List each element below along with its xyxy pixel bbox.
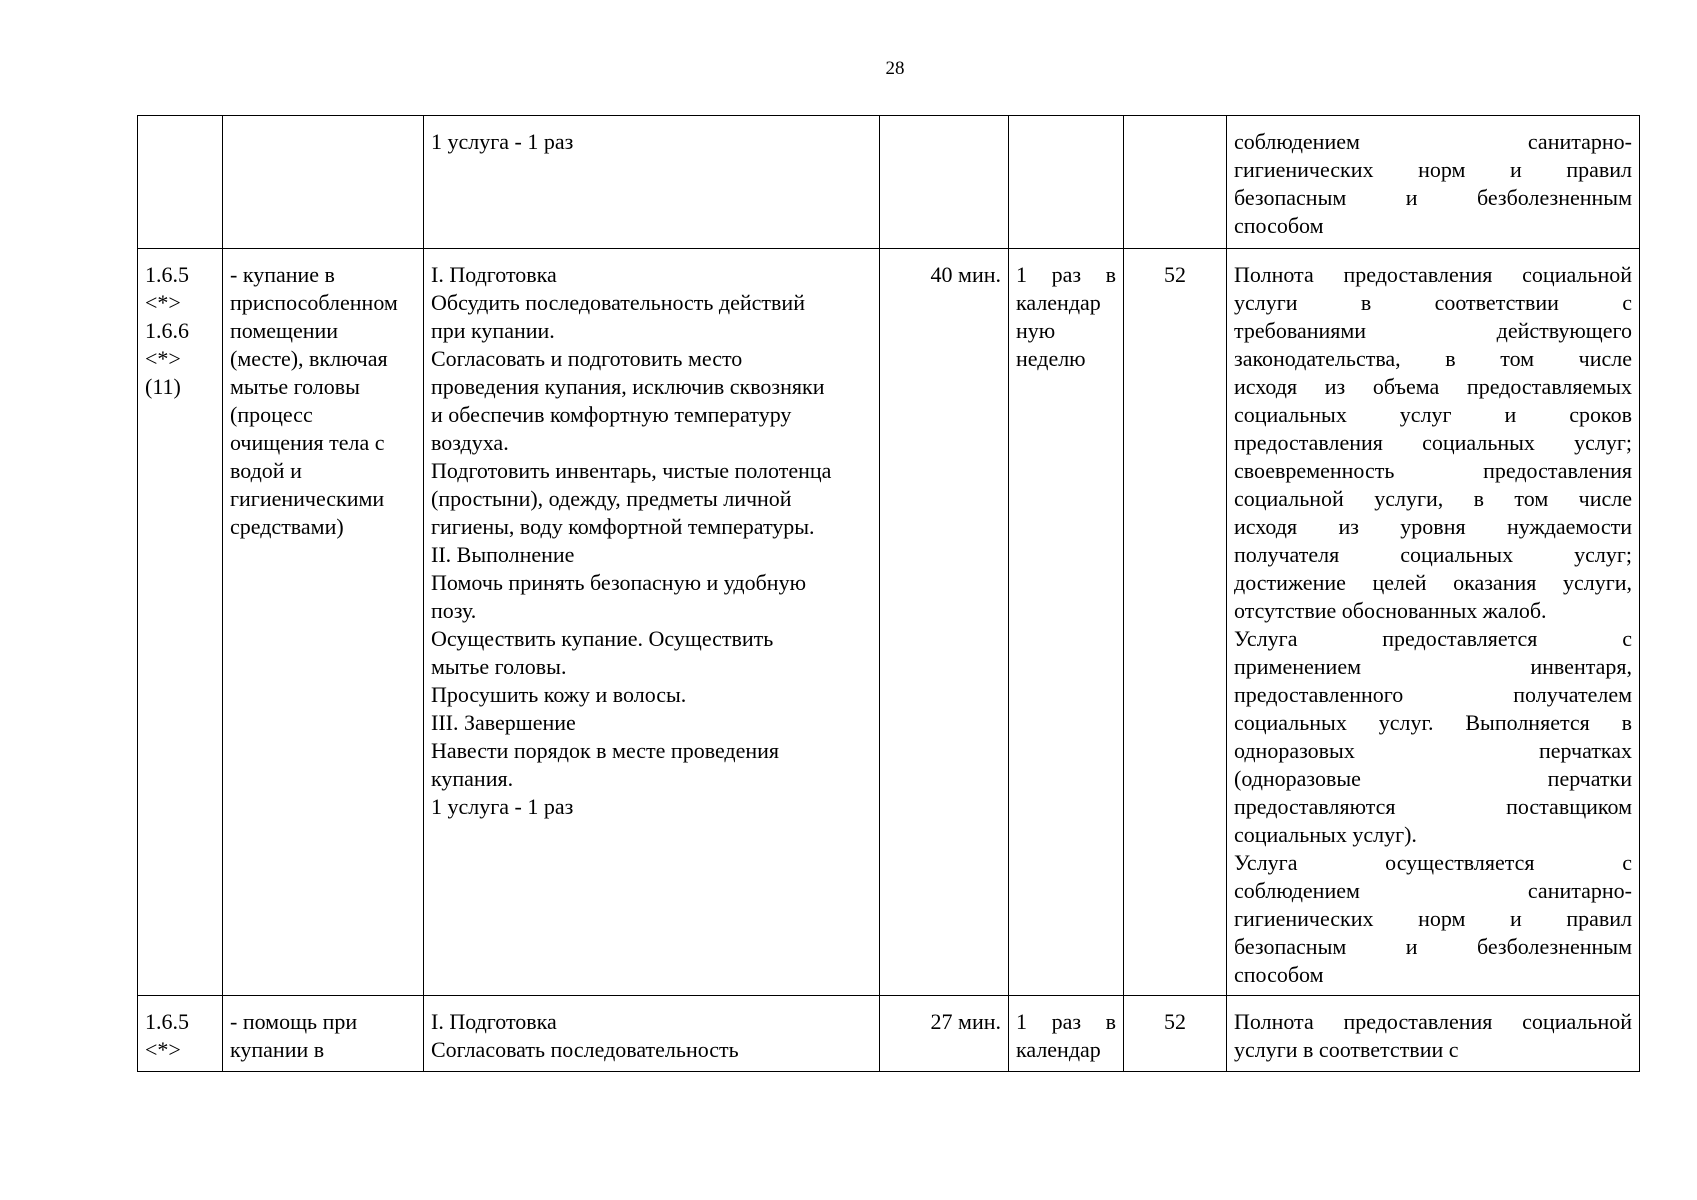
quality-line: способом — [1234, 213, 1324, 238]
service-name-cell: - помощь при купании в — [223, 996, 424, 1072]
quality-line: соблюдением санитарно- — [1234, 129, 1632, 154]
quality-line: законодательства, в том числе — [1234, 346, 1632, 371]
services-table — [137, 115, 1640, 1072]
quality-line: (одноразовые перчатки — [1234, 766, 1632, 791]
count-cell — [1124, 116, 1227, 249]
procedure-cell: 1 услуга - 1 раз — [424, 116, 880, 249]
duration-cell: 40 мин. — [880, 249, 1009, 996]
service-code-cell — [138, 116, 223, 249]
frequency-cell — [1009, 116, 1124, 249]
procedure-cell: I. Подготовка Согласовать последовательность — [424, 996, 880, 1072]
quality-line: безопасным и безболезненным — [1234, 185, 1632, 210]
frequency-line: ную — [1016, 318, 1056, 343]
quality-line: исходя из объема предоставляемых — [1234, 374, 1632, 399]
quality-criteria-cell — [1227, 116, 1640, 249]
quality-line: Услуга предоставляется с — [1234, 626, 1632, 651]
frequency-line: календар — [1016, 290, 1101, 315]
quality-line: Полнота предоставления социальной — [1234, 1009, 1632, 1034]
frequency-cell — [1009, 996, 1124, 1072]
duration-cell — [880, 116, 1009, 249]
frequency-line: календар — [1016, 1037, 1101, 1062]
service-name-cell — [223, 116, 424, 249]
table-row — [138, 996, 1640, 1072]
quality-line: применением инвентаря, — [1234, 654, 1632, 679]
frequency-cell — [1009, 249, 1124, 996]
quality-line: социальных услуг и сроков — [1234, 402, 1632, 427]
page-number: 28 — [885, 58, 905, 79]
quality-line: социальных услуг. Выполняется в — [1234, 710, 1632, 735]
service-name-cell: - купание в приспособленном помещении (месте), включая мытье головы (процесс очищения тела с водой и гигиеническими средствами) — [223, 249, 424, 996]
count-cell: 52 — [1124, 996, 1227, 1072]
service-code-cell: 1.6.5 <*> 1.6.6 <*> (11) — [138, 249, 223, 996]
frequency-line: неделю — [1016, 346, 1086, 371]
quality-line: получателя социальных услуг; — [1234, 542, 1632, 567]
frequency-line: 1 раз в — [1016, 262, 1116, 287]
quality-line: гигиенических норм и правил — [1234, 157, 1632, 182]
quality-line: требованиями действующего — [1234, 318, 1632, 343]
quality-line: социальной услуги, в том числе — [1234, 486, 1632, 511]
quality-line: предоставления социальных услуг; — [1234, 430, 1632, 455]
table-row — [138, 249, 1640, 996]
service-code-cell: 1.6.5 <*> — [138, 996, 223, 1072]
quality-line: одноразовых перчатках — [1234, 738, 1632, 763]
quality-line: Полнота предоставления социальной — [1234, 262, 1632, 287]
quality-line: социальных услуг). — [1234, 822, 1417, 847]
quality-line: отсутствие обоснованных жалоб. — [1234, 598, 1547, 623]
quality-line: предоставленного получателем — [1234, 682, 1632, 707]
quality-line: достижение целей оказания услуги, — [1234, 570, 1632, 595]
quality-line: Услуга осуществляется с — [1234, 850, 1632, 875]
quality-line: гигиенических норм и правил — [1234, 906, 1632, 931]
duration-cell: 27 мин. — [880, 996, 1009, 1072]
quality-line: услуги в соответствии с — [1234, 1037, 1459, 1062]
table-row — [138, 116, 1640, 249]
quality-line: своевременность предоставления — [1234, 458, 1632, 483]
quality-line: исходя из уровня нуждаемости — [1234, 514, 1632, 539]
quality-line: соблюдением санитарно- — [1234, 878, 1632, 903]
quality-criteria-cell — [1227, 996, 1640, 1072]
quality-line: безопасным и безболезненным — [1234, 934, 1632, 959]
frequency-line: 1 раз в — [1016, 1009, 1116, 1034]
quality-line: услуги в соответствии с — [1234, 290, 1632, 315]
quality-criteria-cell — [1227, 249, 1640, 996]
count-cell: 52 — [1124, 249, 1227, 996]
procedure-cell: I. Подготовка Обсудить последовательность действий при купании. Согласовать и подготовить место проведения купания, исключив сквозняки и обеспечив комфортную температуру воздуха. Подготовить инвентарь, чистые полотенца (простыни), одежду, предметы личной гигиены, воду комфортной температуры. II. Выполнение Помочь принять безопасную и удобную позу. Осуществить купание. Осуществить мытье головы. Просушить кожу и волосы. III. Завершение Навести порядок в месте проведения купания. 1 услуга - 1 раз — [424, 249, 880, 996]
quality-line: способом — [1234, 962, 1324, 987]
quality-line: предоставляются поставщиком — [1234, 794, 1632, 819]
